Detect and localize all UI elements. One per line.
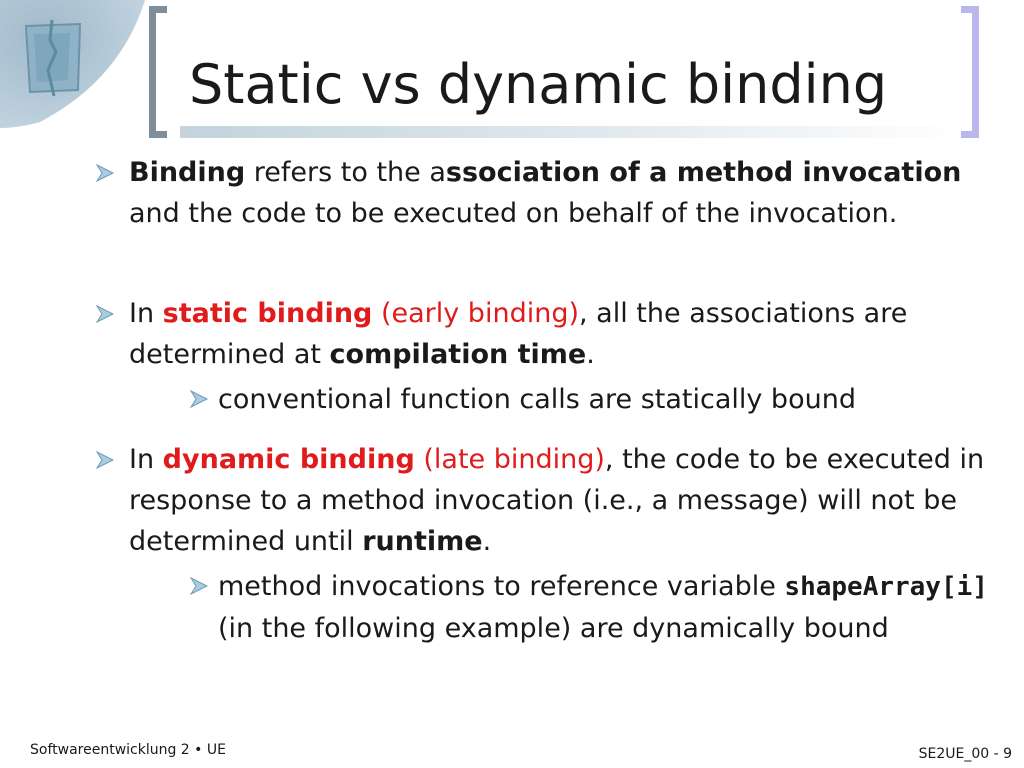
bullet-text: and the code to be executed on behalf of the invocation.: [129, 198, 898, 229]
bullet-text: In: [129, 298, 163, 329]
bullet-text: refers to the a: [245, 157, 446, 188]
arrow-bullet-icon: [188, 388, 210, 410]
term-association: ssociation of a method invocation: [445, 157, 962, 188]
bullet-binding-definition: [129, 152, 999, 234]
bullet-text: , all the associations are determined at: [129, 298, 908, 370]
code-shape-array: shapeArray[i]: [784, 572, 988, 602]
title-underline: [180, 126, 970, 138]
subbullet-method-invocations: [218, 566, 1008, 649]
slide-title: Static vs dynamic binding: [189, 53, 888, 116]
term-static-binding: static binding: [162, 298, 373, 329]
left-bracket: [149, 6, 167, 138]
bullet-text: .: [586, 339, 595, 370]
term-early-binding: (early binding): [372, 298, 579, 329]
right-bracket: [961, 6, 979, 138]
arrow-bullet-icon: [94, 303, 116, 325]
term-late-binding: (late binding): [414, 444, 605, 475]
bullet-text: .: [482, 526, 492, 557]
bullet-text: , the code to be executed in response to a method invocation (i.e., a message) will not be determined until: [129, 444, 985, 557]
term-binding: Binding: [129, 157, 246, 188]
bullet-dynamic-binding: [129, 439, 999, 562]
term-runtime: runtime: [362, 526, 483, 557]
bullet-static-binding: [129, 293, 999, 375]
footer-slide-number: SE2UE_00 - 9: [918, 746, 1012, 762]
term-dynamic-binding: dynamic binding: [162, 444, 415, 475]
bullet-text: In: [129, 444, 163, 475]
bullet-text: method invocations to reference variable: [218, 571, 785, 602]
term-compilation-time: compilation time: [329, 339, 587, 370]
arrow-bullet-icon: [94, 162, 116, 184]
arrow-bullet-icon: [188, 575, 210, 597]
subbullet-conventional-calls: conventional function calls are statically bound: [218, 384, 856, 415]
bullet-text: (in the following example) are dynamically bound: [218, 613, 889, 644]
arrow-bullet-icon: [94, 449, 116, 471]
corner-logo-icon: [0, 0, 200, 130]
footer-course: Softwareentwicklung 2 • UE: [30, 742, 226, 758]
